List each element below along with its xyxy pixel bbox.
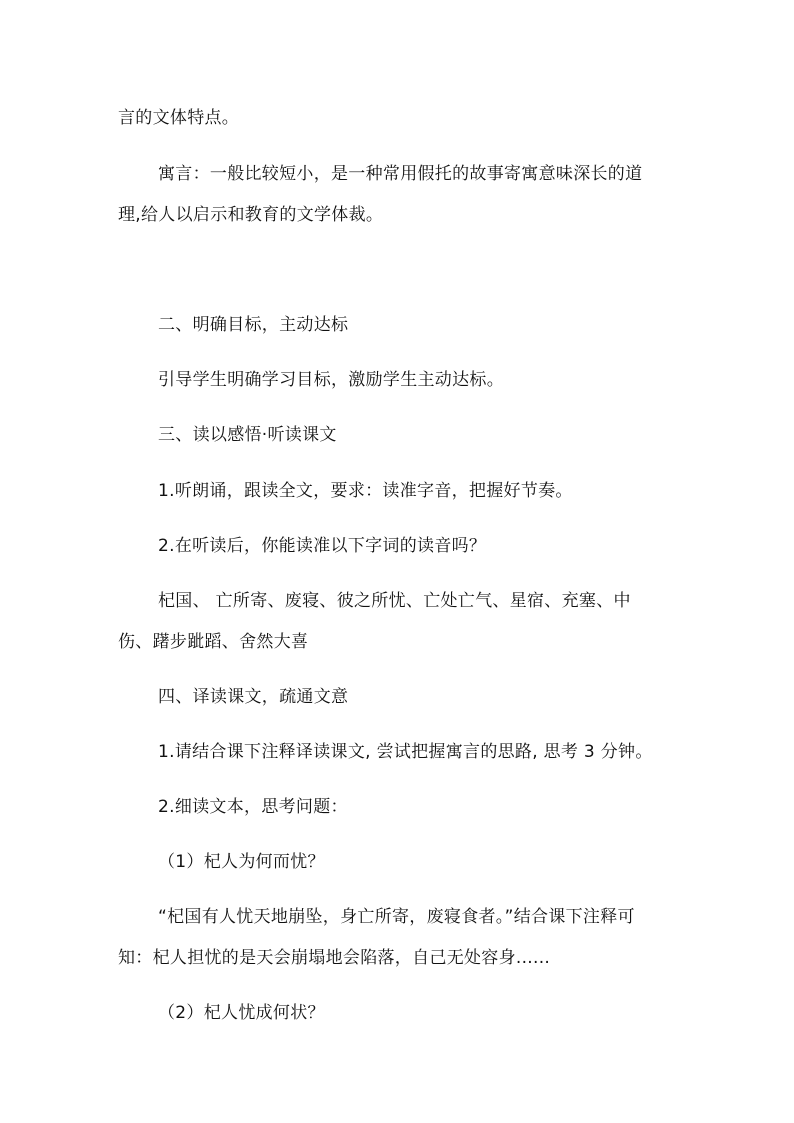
text-line: 2.在听读后，你能读准以下字词的读音吗？ xyxy=(158,536,487,556)
text-line: 言的文体特点。 xyxy=(118,108,240,128)
text-line: 理,给人以启示和教育的文学体裁。 xyxy=(118,205,384,225)
section-heading: 四、译读课文，疏通文意 xyxy=(158,687,349,707)
text-line: 1.听朗诵，跟读全文，要求：读准字音，把握好节奏。 xyxy=(158,481,573,501)
text-line: 2.细读文本，思考问题： xyxy=(158,797,348,817)
text-line: 寓言：一般比较短小，是一种常用假托的故事寄寓意味深长的道 xyxy=(158,164,643,184)
section-heading: 三、读以感悟·听读课文 xyxy=(158,425,337,445)
text-line: （2）杞人忧成何状？ xyxy=(158,1003,325,1023)
text-line: 知：杞人担忧的是天会崩塌地会陷落，自己无处容身...... xyxy=(118,948,551,968)
text-line: 1.请结合课下注释译读课文, 尝试把握寓言的思路, 思考 3 分钟。 xyxy=(158,742,653,762)
text-line: 杞国、 亡所寄、废寝、彼之所忧、亡处亡气、星宿、充塞、中 xyxy=(158,591,631,611)
section-heading: 二、明确目标，主动达标 xyxy=(158,315,349,335)
text-line: 引导学生明确学习目标，激励学生主动达标。 xyxy=(158,370,504,390)
text-line: （1）杞人为何而忧？ xyxy=(158,852,325,872)
text-line: “杞国有人忧天地崩坠，身亡所寄，废寝食者。”结合课下注释可 xyxy=(158,907,635,927)
text-line: 伤、躇步跐蹈、舍然大喜 xyxy=(118,632,309,652)
